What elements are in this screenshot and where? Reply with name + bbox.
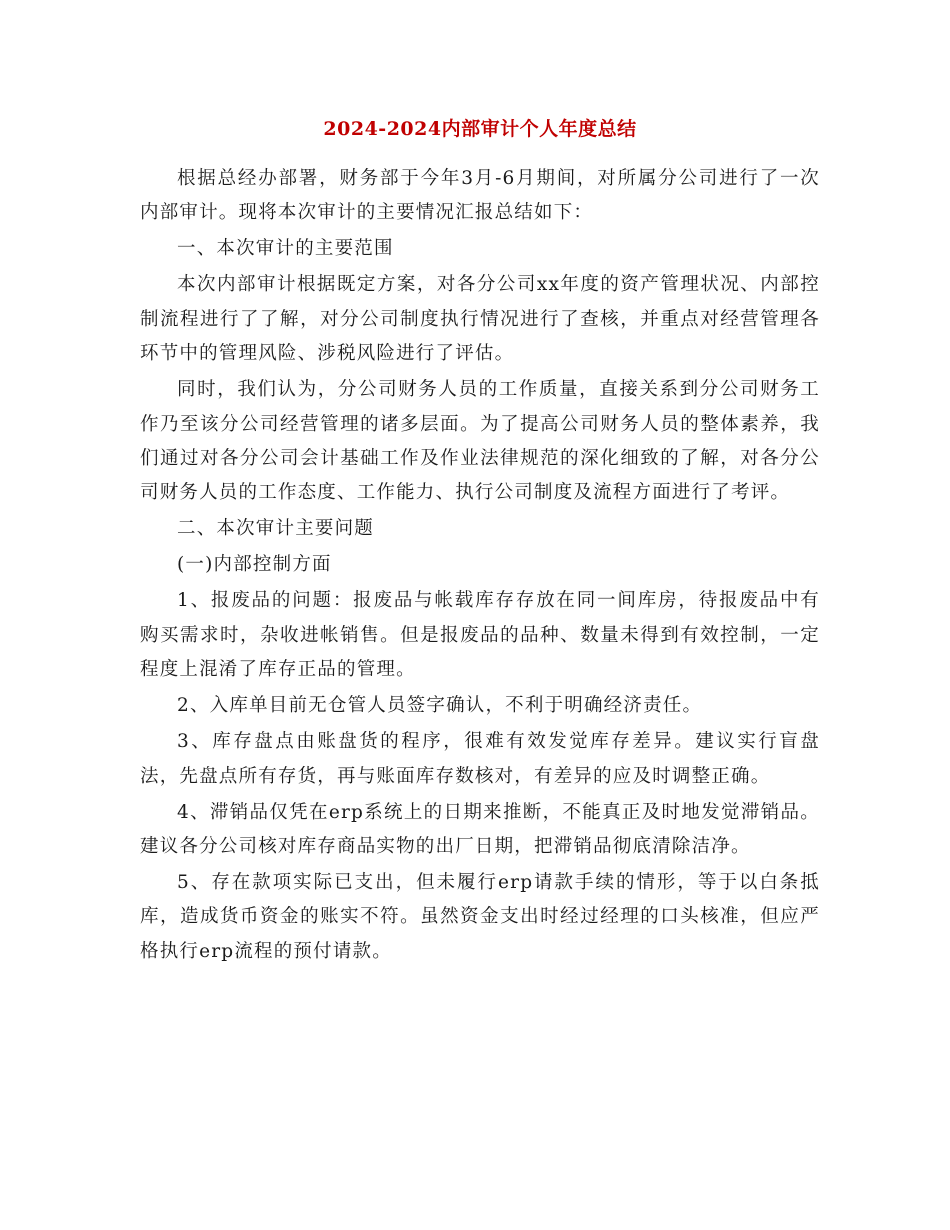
subsection-heading-internal-control: (一)内部控制方面 <box>177 554 332 576</box>
intro-paragraph: 根据总经办部署，财务部于今年3月-6月期间，对所属分公司进行了一次内部审计。现将本次审计的主要情况汇报总结如下： <box>140 168 820 224</box>
issue-item-1: 1、报废品的问题：报废品与帐载库存存放在同一间库房，待报废品中有购买需求时，杂收进帐销售。但是报废品的品种、数量未得到有效控制，一定程度上混淆了库存正品的管理。 <box>140 590 820 681</box>
section-heading-scope: 一、本次审计的主要范围 <box>177 238 394 260</box>
scope-paragraph: 本次内部审计根据既定方案，对各分公司xx年度的资产管理状况、内部控制流程进行了了解，对分公司制度执行情况进行了查核，并重点对经营管理各环节中的管理风险、涉税风险进行了评估。 <box>140 274 820 365</box>
document-page <box>140 110 820 971</box>
staff-evaluation-paragraph: 同时，我们认为，分公司财务人员的工作质量，直接关系到分公司财务工作乃至该分公司经营管理的诸多层面。为了提高公司财务人员的整体素养，我们通过对各分公司会计基础工作及作业法律规范的深化细致的了解，对各分公司财务人员的工作态度、工作能力、执行公司制度及流程方面进行了考评。 <box>140 379 820 504</box>
issue-item-4: 4、滞销品仅凭在erp系统上的日期来推断，不能真正及时地发觉滞销品。建议各分公司核对库存商品实物的出厂日期，把滞销品彻底清除洁净。 <box>140 801 820 858</box>
issue-item-2: 2、入库单目前无仓管人员签字确认，不利于明确经济责任。 <box>177 695 703 717</box>
document-title: 2024-2024内部审计个人年度总结 <box>323 118 637 140</box>
section-heading-issues: 二、本次审计主要问题 <box>177 518 375 540</box>
issue-item-3: 3、库存盘点由账盘货的程序，很难有效发觉库存差异。建议实行盲盘法，先盘点所有存货，再与账面库存数核对，有差异的应及时调整正确。 <box>140 731 820 787</box>
issue-item-5: 5、存在款项实际已支出，但未履行erp请款手续的情形，等于以白条抵库，造成货币资金的账实不符。虽然资金支出时经过经理的口头核准，但应严格执行erp流程的预付请款。 <box>140 872 820 962</box>
